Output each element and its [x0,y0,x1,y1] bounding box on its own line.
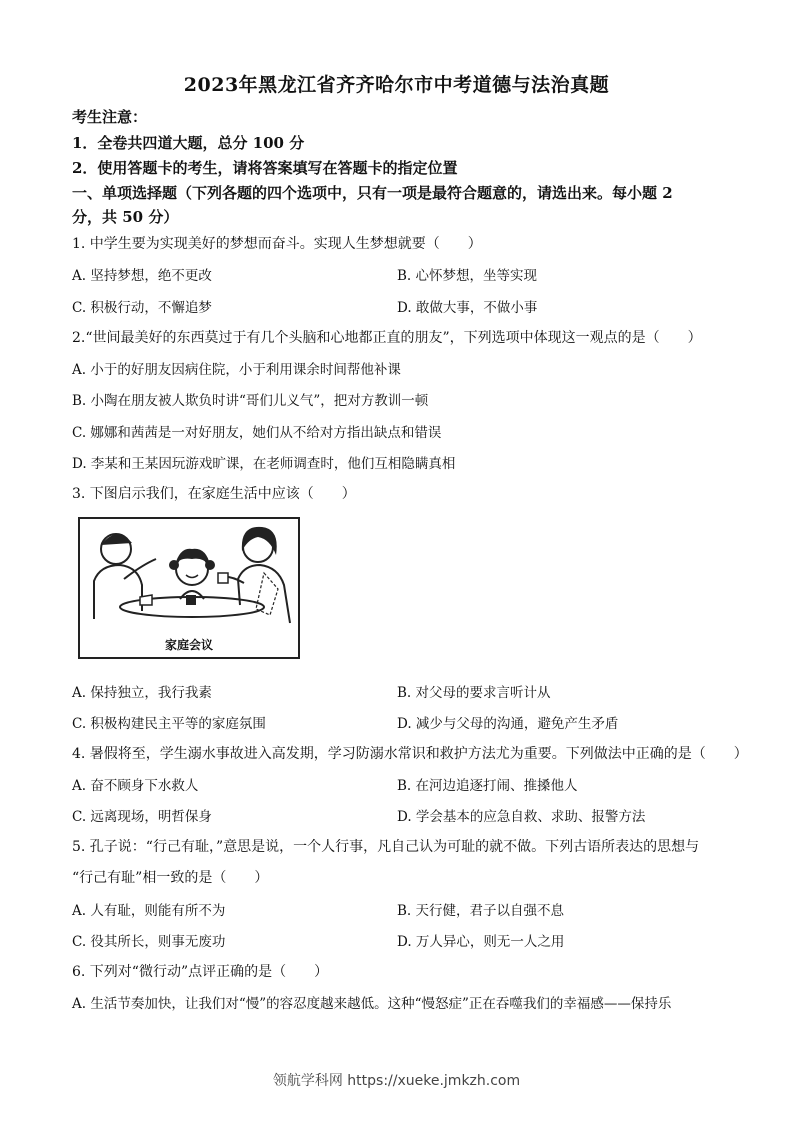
family-meeting-illustration [78,517,300,659]
question-3-stem: 3. 下图启示我们，在家庭生活中应该（ ） [72,486,356,502]
question-1-option-b: B. 心怀梦想，坐等实现 [397,268,538,284]
question-4-option-a: A. 奋不顾身下水救人 [72,778,199,794]
question-3-option-c: C. 积极构建民主平等的家庭氛围 [72,716,266,732]
question-5-stem-line-2: “行己有耻”相一致的是（ ） [72,870,269,886]
question-1-option-d: D. 敢做大事，不做小事 [397,300,538,316]
question-2-option-c: C. 娜娜和茜茜是一对好朋友，她们从不给对方指出缺点和错误 [72,425,442,441]
question-2-option-a: A. 小于的好朋友因病住院，小于利用课余时间帮他补课 [72,362,401,378]
question-4-stem: 4. 暑假将至，学生溺水事故进入高发期，学习防溺水常识和救护方法尤为重要。下列做法中正确的是（ ） [72,746,748,762]
notice-item-1: 1．全卷共四道大题，总分 100 分 [72,134,305,152]
question-5-option-a: A. 人有耻，则能有所不为 [72,903,226,919]
question-3-option-b: B. 对父母的要求言听计从 [397,685,551,701]
section-heading-line-2: 分，共 50 分） [72,208,179,226]
question-5-option-c: C. 役其所长，则事无废功 [72,934,226,950]
question-1-option-c: C. 积极行动，不懈追梦 [72,300,212,316]
figure-caption: 家庭会议 [164,638,213,652]
question-3-option-d: D. 减少与父母的沟通，避免产生矛盾 [397,716,619,732]
question-6-stem: 6. 下列对“微行动”点评正确的是（ ） [72,964,329,980]
footer-watermark: 领航学科网 https://xueke.jmkzh.com [272,1073,521,1089]
notice-item-2: 2．使用答题卡的考生，请将答案填写在答题卡的指定位置 [72,159,458,177]
question-4-option-c: C. 远离现场，明哲保身 [72,809,212,825]
page-title: 2023年黑龙江省齐齐哈尔市中考道德与法治真题 [183,74,610,96]
question-4-option-d: D. 学会基本的应急自救、求助、报警方法 [397,809,646,825]
section-heading-line-1: 一、单项选择题（下列各题的四个选项中，只有一项是最符合题意的，请选出来。每小题 2 [72,184,673,202]
question-1-stem: 1. 中学生要为实现美好的梦想而奋斗。实现人生梦想就要（ ） [72,236,482,252]
question-2-option-b: B. 小陶在朋友被人欺负时讲“哥们儿义气”，把对方教训一顿 [72,393,429,409]
question-3-option-a: A. 保持独立，我行我素 [72,685,212,701]
question-1-option-a: A. 坚持梦想，绝不更改 [72,268,212,284]
question-5-option-d: D. 万人异心，则无一人之用 [397,934,565,950]
notice-heading: 考生注意： [72,108,148,126]
question-4-option-b: B. 在河边追逐打闹、推搡他人 [397,778,578,794]
question-6-option-a: A. 生活节奏加快，让我们对“慢”的容忍度越来越低。这种“慢怒症”正在吞噬我们的幸福感——保持乐 [72,996,672,1012]
question-5-option-b: B. 天行健，君子以自强不息 [397,903,565,919]
question-5-stem-line-1: 5. 孔子说：“行己有耻，”意思是说，一个人行事，凡自己认为可耻的就不做。下列古语所表达的思想与 [72,839,700,855]
question-2-option-d: D. 李某和王某因玩游戏旷课，在老师调查时，他们互相隐瞒真相 [72,456,456,472]
question-2-stem: 2.“世间最美好的东西莫过于有几个头脑和心地都正直的朋友”，下列选项中体现这一观点的是（ ） [72,330,702,346]
family-meeting-drawing [80,519,298,639]
